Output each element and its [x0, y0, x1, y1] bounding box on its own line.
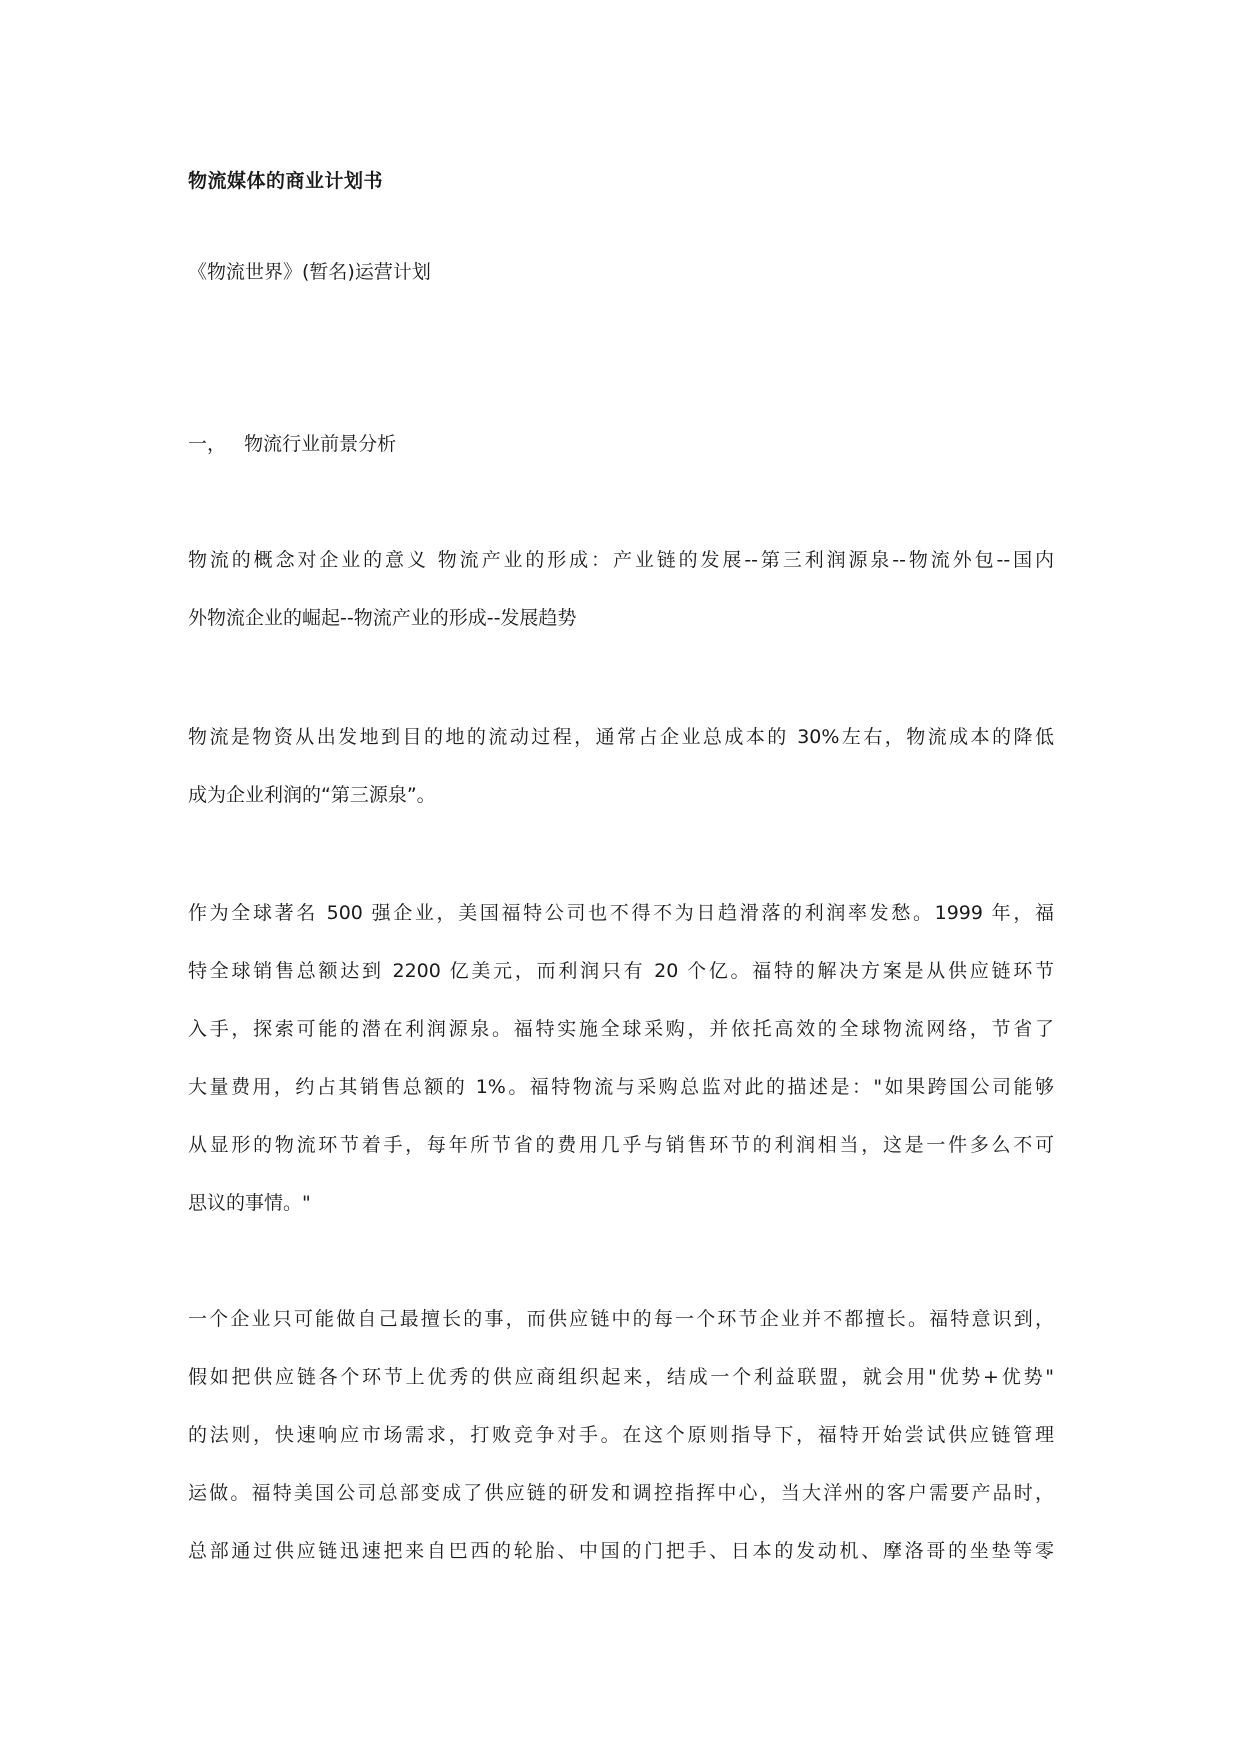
document-subtitle: 《物流世界》(暂名)运营计划 [188, 261, 431, 283]
document-title: 物流媒体的商业计划书 [188, 170, 384, 192]
paragraph-line: 一个企业只可能做自己最擅长的事，而供应链中的每一个环节企业并不都擅长。福特意识到， [188, 1308, 1054, 1330]
paragraph-ford-case [188, 884, 1054, 1232]
paragraph-supply-chain [188, 1290, 1054, 1580]
paragraph-line: 入手，探索可能的潜在利润源泉。福特实施全球采购，并依托高效的全球物流网络，节省了 [188, 1018, 1054, 1040]
paragraph-line: 思议的事情。" [188, 1192, 311, 1214]
paragraph-line: 运做。福特美国公司总部变成了供应链的研发和调控指挥中心，当大洋州的客户需要产品时， [188, 1482, 1054, 1504]
paragraph-line: 大量费用，约占其销售总额的 1%。福特物流与采购总监对此的描述是："如果跨国公司能够 [188, 1076, 1054, 1098]
paragraph-line: 的法则，快速响应市场需求，打败竞争对手。在这个原则指导下，福特开始尝试供应链管理 [188, 1424, 1054, 1446]
paragraph-line: 作为全球著名 500 强企业，美国福特公司也不得不为日趋滑落的利润率发愁。1999 年，福 [188, 902, 1054, 924]
paragraph-line: 物流的概念对企业的意义 物流产业的形成：产业链的发展--第三利润源泉--物流外包--国内 [188, 549, 1054, 571]
paragraph-logistics-definition [188, 708, 1054, 824]
paragraph-line: 总部通过供应链迅速把来自巴西的轮胎、中国的门把手、日本的发动机、摩洛哥的坐垫等零 [188, 1540, 1054, 1562]
paragraph-logistics-concept [188, 531, 1054, 647]
section-heading: 一， 物流行业前景分析 [188, 433, 397, 455]
paragraph-line: 从显形的物流环节着手，每年所节省的费用几乎与销售环节的利润相当，这是一件多么不可 [188, 1134, 1054, 1156]
paragraph-line: 物流是物资从出发地到目的地的流动过程，通常占企业总成本的 30%左右，物流成本的降低 [188, 726, 1054, 748]
paragraph-line: 特全球销售总额达到 2200 亿美元，而利润只有 20 个亿。福特的解决方案是从供应链环节 [188, 960, 1054, 982]
paragraph-line: 外物流企业的崛起--物流产业的形成--发展趋势 [188, 607, 577, 629]
paragraph-line: 成为企业利润的“第三源泉”。 [188, 784, 436, 806]
paragraph-line: 假如把供应链各个环节上优秀的供应商组织起来，结成一个利益联盟，就会用"优势+优势" [188, 1366, 1054, 1388]
